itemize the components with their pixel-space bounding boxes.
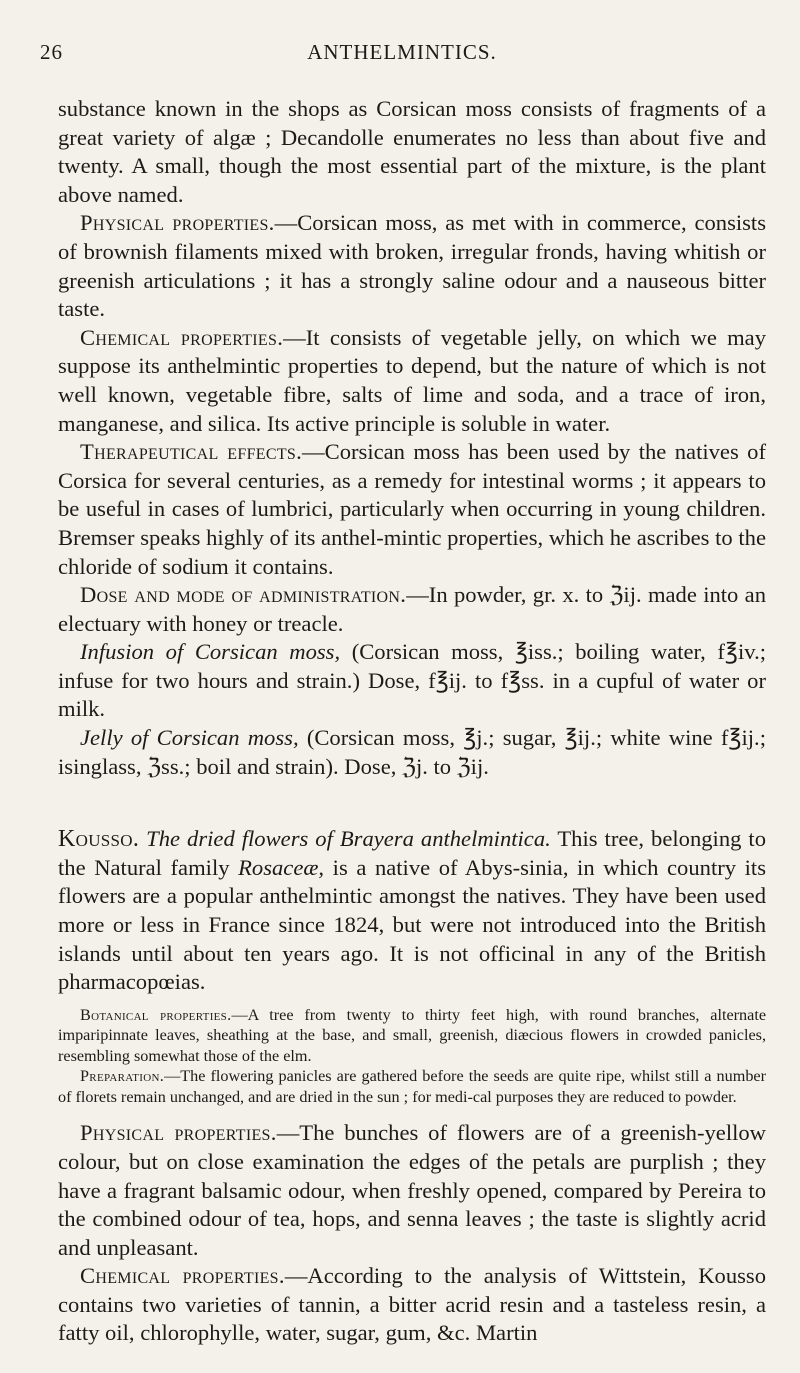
section-head: Chemical properties. (80, 1263, 285, 1289)
paragraph-moss-intro: substance known in the shops as Corsican moss consists of fragments of a great variety of algæ ; Decandolle enumerates no less than about five and twenty. A small, though the most essential part of the mixture, is the plant above named. (58, 96, 766, 207)
page-number: 26 (40, 40, 63, 64)
section-head: Botanical properties. (80, 1005, 232, 1024)
running-title: ANTHELMINTICS. (307, 40, 497, 64)
paragraph-kousso-botanical: Botanical properties.—A tree from twenty to thirty feet high, with round branches, alternate imparipinnate leaves, sheathing at the base, and small, greenish, diæcious flowers in crowded panicles, resembling somewhat those of the elm. (58, 1005, 767, 1065)
running-header (40, 40, 764, 70)
preparation-title: Jelly of Corsican moss, (80, 725, 299, 751)
section-head: Preparation. (80, 1067, 165, 1086)
small-print-block (58, 1005, 766, 1108)
paragraph-kousso-preparation: Preparation.—The flowering panicles are gathered before the seeds are quite ripe, whilst still a number of florets remain unchanged, and are dried in the sun ; for medi-cal purposes they are reduced to powder. (58, 1067, 766, 1106)
section-head: Physical properties. (80, 210, 275, 236)
paragraph-moss-chemical: Chemical properties.—It consists of vegetable jelly, on which we may suppose its anthelmintic properties to depend, but the nature of which is not well known, vegetable fibre, salts of lime and soda, and a trace of iron, manganese, and silica. Its active principle is soluble in water. (58, 324, 767, 436)
paragraph-moss-physical: Physical properties.—Corsican moss, as met with in commerce, consists of brownish filaments mixed with broken, irregular fronds, having whitish or greenish articulations ; it has a strongly saline odour and a nauseous bitter taste. (58, 210, 766, 322)
section-head: Physical properties. (80, 1120, 277, 1146)
paragraph-kousso-chemical: Chemical properties.—According to the analysis of Wittstein, Kousso contains two varieties of tannin, a bitter acrid resin and a tasteless resin, a fatty oil, chlorophylle, water, sugar, gum, &c. Martin (58, 1263, 767, 1346)
preparation-title: Infusion of Corsican moss, (80, 639, 341, 665)
section-head: Dose and mode of administration. (80, 582, 407, 608)
section-head: Chemical properties. (80, 324, 284, 350)
paragraph-moss-therapeutic: Therapeutical effects.—Corsican moss has been used by the natives of Corsica for several centuries, as a remedy for intestinal worms ; it appears to be useful in cases of lumbrici, particularly when occurring in young children. Bremser speaks highly of its anthel-mintic properties, which he ascribes to the chloride of sodium it contains. (58, 439, 766, 579)
paragraph-kousso-physical: Physical properties.—The bunches of flowers are of a greenish-yellow colour, but on close examination the edges of the petals are purplish ; they have a fragrant balsamic odour, when freshly opened, compared by Pereira to the combined odour of tea, hops, and senna leaves ; the taste is slightly acrid and unpleasant. (58, 1120, 766, 1260)
body-text (58, 95, 766, 1348)
paragraph-kousso-intro: Kousso. The dried flowers of Brayera anthelmintica. This tree, belonging to the Natural family Rosaceæ, is a native of Abys-sinia, in which country its flowers are a popular anthelmintic amongst the natives. They have been used more or less in France since 1824, but were not introduced into the British islands until about ten years ago. It is not officinal in any of the British pharmacopœias. (58, 826, 766, 995)
section-head: Therapeutical effects. (80, 439, 303, 465)
paragraph-moss-infusion: Infusion of Corsican moss, (Corsican moss, ℥iss.; boiling water, f℥iv.; infuse for two hours and strain.) Dose, f℥ij. to f℥ss. in a cupful of water or milk. (58, 639, 766, 722)
paragraph-moss-dose: Dose and mode of administration.—In powder, gr. x. to ℨij. made into an electuary with honey or treacle. (58, 582, 766, 636)
entry-heading: Kousso. (58, 826, 140, 853)
paragraph-moss-jelly: Jelly of Corsican moss, (Corsican moss, ℥j.; sugar, ℥ij.; white wine f℥ij.; isinglass, ℨss.; boil and strain). Dose, ℨj. to ℨij. (58, 725, 766, 779)
section-gap (58, 781, 766, 825)
